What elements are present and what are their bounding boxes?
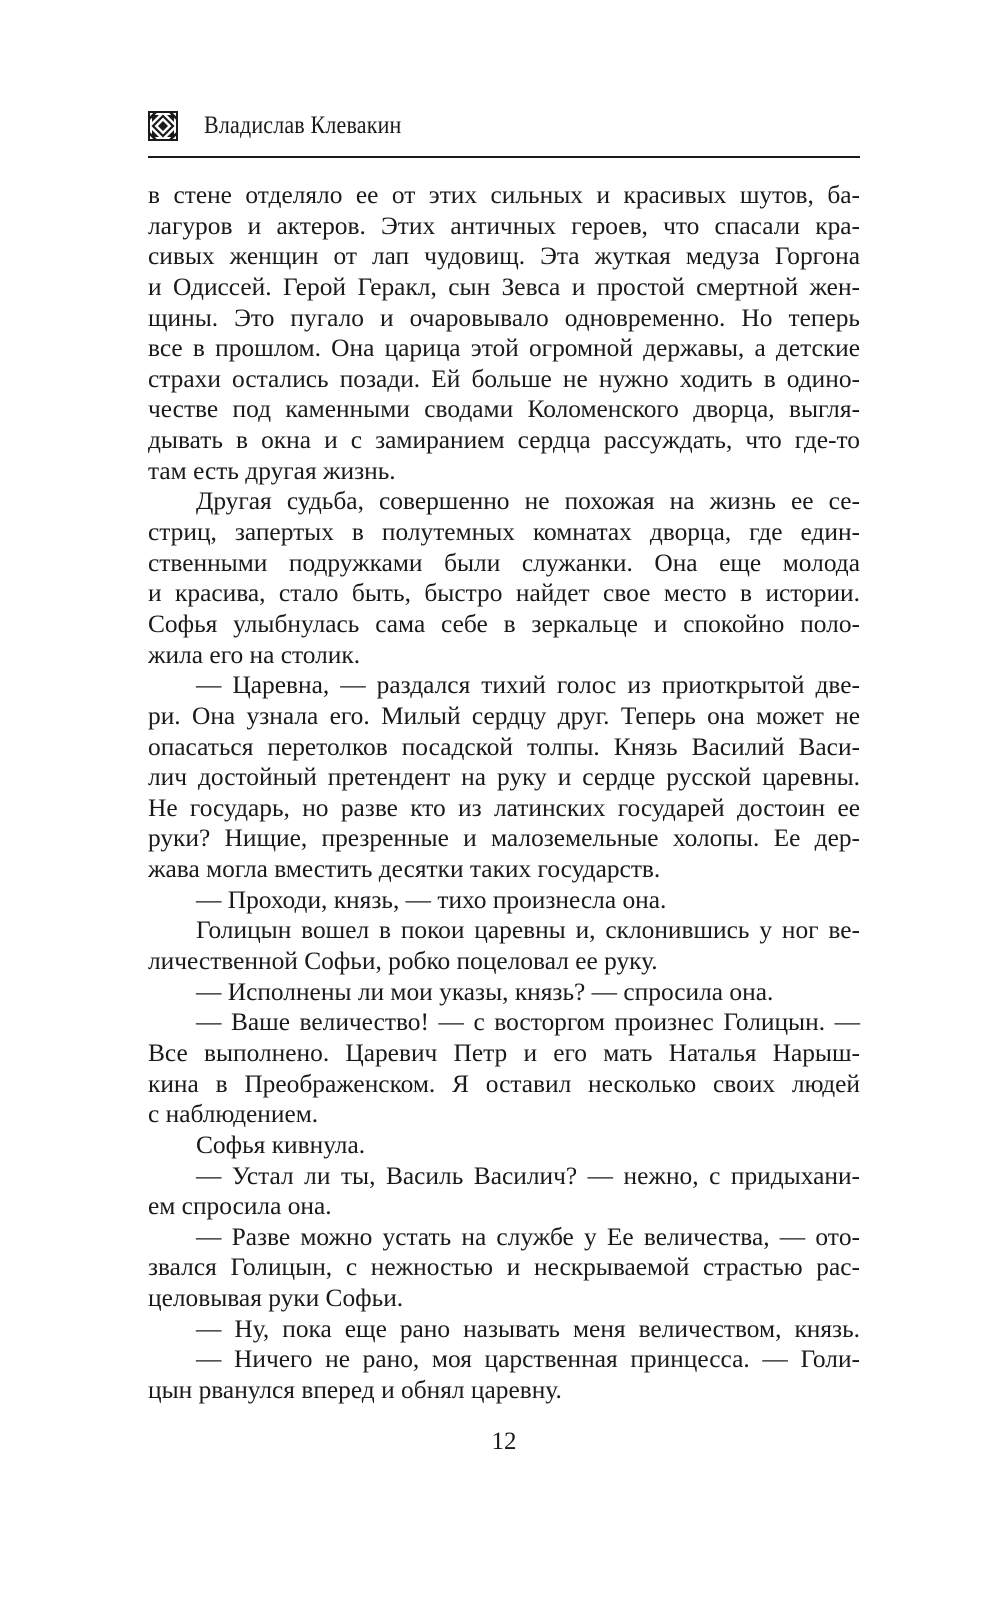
text-line: — Ну, пока еще рано называть меня величеством, князь. [196,1314,860,1343]
text-line: лич достойный претендент на руку и сердце русской царевны. [148,763,860,792]
text-line: — Ничего не рано, моя царственная принцесса. — Голи- [196,1345,860,1374]
text-line: руки? Нищие, презренные и малоземельные холопы. Ее дер- [148,824,860,853]
text-line: личественной Софьи, робко поцеловал ее руку. [148,947,658,976]
text-line: кина в Преображенском. Я оставил несколько своих людей [148,1069,860,1098]
text-line: цын рванулся вперед и обнял царевну. [148,1375,562,1404]
celtic-knot-ornament-icon [148,111,178,141]
text-line: ем спросила она. [148,1192,332,1221]
text-line: Софья улыбнулась сама себе в зеркальце и спокойно поло- [148,609,860,638]
text-line: в стене отделяло ее от этих сильных и красивых шутов, ба- [148,181,860,209]
text-line: жава могла вместить десятки таких государств. [148,855,661,884]
text-line: Другая судьба, совершенно не похожая на жизнь ее се- [196,487,860,516]
text-line: честве под каменными сводами Коломенского дворца, выгля- [148,395,860,424]
text-line: страхи остались позади. Ей больше не нужно ходить в одино- [148,364,860,393]
text-line: и красива, стало быть, быстро найдет свое место в истории. [148,579,860,608]
text-line: дывать в окна и с замиранием сердца рассуждать, что где-то [148,426,860,455]
text-line: — Исполнены ли мои указы, князь? — спросила она. [196,977,774,1006]
text-line: Софья кивнула. [196,1130,366,1159]
running-head [148,104,858,148]
text-line: — Устал ли ты, Василь Василич? — нежно, с придыхани- [196,1161,860,1190]
text-line: Все выполнено. Царевич Петр и его мать Наталья Нарыш- [148,1038,860,1067]
text-line: стриц, запертых в полутемных комнатах дворца, где един- [148,518,860,547]
text-line: там есть другая жизнь. [148,456,396,485]
text-line: с наблюдением. [148,1100,319,1129]
body-text [148,180,860,1406]
text-line: Голицын вошел в покои царевны и, склонившись у ног ве- [196,916,860,945]
text-line: жила его на столик. [148,640,361,669]
text-line: — Разве можно устать на службе у Ее величества, — отo- [196,1222,860,1251]
text-line: и Одиссей. Герой Геракл, сын Зевса и простой смертной жен- [148,272,860,301]
text-line: все в прошлом. Она царица этой огромной державы, а детские [148,334,860,363]
text-line: ственными подружками были служанки. Она еще молода [148,548,860,577]
text-line: щины. Это пугало и очаровывало одновременно. Но теперь [148,303,860,332]
header-rule [148,156,860,158]
text-line: — Царевна, — раздался тихий голос из приоткрытой две- [196,671,860,700]
text-line: — Проходи, князь, — тихо произнесла она. [196,885,667,914]
text-line: лагуров и актеров. Этих античных героев, что спасали кра- [148,211,860,240]
text-line: целовывая руки Софьи. [148,1284,404,1313]
text-line: опасаться перетолков посадской толпы. Князь Василий Васи- [148,732,860,761]
text-line: сивых женщин от лап чудовищ. Эта жуткая медуза Горгона [148,242,860,271]
text-line: звался Голицын, с нежностью и нескрываемой страстью рас- [148,1253,860,1282]
text-line: — Ваше величество! — с восторгом произнес Голицын. — [196,1008,860,1037]
page-number: 12 [491,1428,517,1455]
text-line: ри. Она узнала его. Милый сердцу друг. Теперь она может не [148,701,860,730]
text-line: Не государь, но разве кто из латинских государей достоин ее [148,793,860,822]
author-name: Владислав Клевакин [204,112,402,139]
